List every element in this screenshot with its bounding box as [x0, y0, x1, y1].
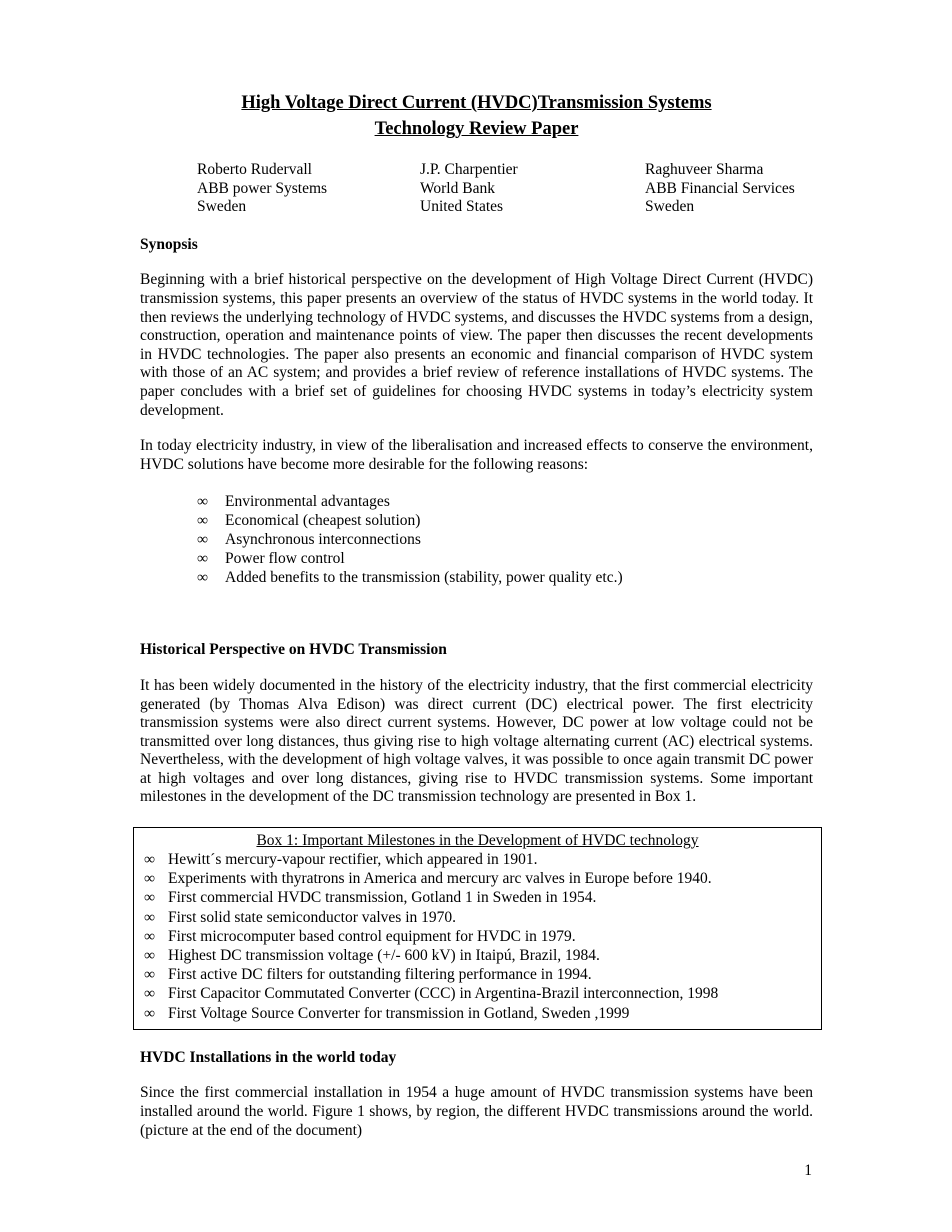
paper-title	[140, 90, 813, 142]
list-item-text: Experiments with thyratrons in America and mercury arc valves in Europe before 1940.	[168, 870, 712, 888]
list-item	[144, 908, 811, 927]
list-item-text: Highest DC transmission voltage (+/- 600 kV) in Itaipú, Brazil, 1984.	[168, 947, 600, 965]
infinity-bullet-icon: ∞	[144, 947, 156, 965]
list-item-text: First microcomputer based control equipment for HVDC in 1979.	[168, 927, 576, 945]
author-block	[197, 161, 813, 217]
infinity-bullet-icon: ∞	[144, 985, 156, 1003]
list-item	[144, 1004, 811, 1023]
author-column	[420, 161, 645, 217]
box1-milestones	[133, 827, 822, 1030]
list-item-text: First commercial HVDC transmission, Gotland 1 in Sweden in 1954.	[168, 889, 597, 907]
paper-title-line-2: Technology Review Paper	[374, 119, 579, 139]
list-item-text: Hewitt´s mercury-vapour rectifier, which appeared in 1901.	[168, 851, 538, 869]
paper-title-line-1: High Voltage Direct Current (HVDC)Transmission Systems	[241, 93, 712, 113]
author-affiliation: World Bank	[420, 179, 495, 197]
infinity-bullet-icon: ∞	[144, 1004, 156, 1022]
infinity-bullet-icon: ∞	[144, 966, 156, 984]
list-item-text: Environmental advantages	[225, 493, 390, 511]
infinity-bullet-icon: ∞	[144, 908, 156, 926]
list-item-text: First Capacitor Commutated Converter (CCC) in Argentina-Brazil interconnection, 1998	[168, 985, 719, 1003]
list-item	[197, 568, 813, 587]
box1-title: Box 1: Important Milestones in the Development of HVDC technology	[256, 832, 699, 850]
list-item-text: First active DC filters for outstanding filtering performance in 1994.	[168, 966, 592, 984]
infinity-bullet-icon: ∞	[144, 870, 156, 888]
list-item-text: Asynchronous interconnections	[225, 531, 421, 549]
author-name: Raghuveer Sharma	[645, 161, 764, 178]
list-item	[197, 549, 813, 568]
historical-paragraph: It has been widely documented in the history of the electricity industry, that the first commercial electricity generated (by Thomas Alva Edison) was direct current (DC) electrical power. The first electricity transmission systems were also direct current systems. However, DC power at low voltage could not be transmitted over long distances, thus giving rise to high voltage alternating current (AC) electrical systems. Nevertheless, with the development of high voltage valves, it was possible to once again transmit DC power at high voltages and over long distances, giving rise to HVDC transmission systems. Some important milestones in the development of the DC transmission technology are presented in Box 1.	[140, 676, 813, 806]
list-item	[144, 965, 811, 984]
list-item	[144, 888, 811, 907]
infinity-bullet-icon: ∞	[197, 531, 209, 549]
list-item	[197, 511, 813, 530]
list-item-text: Economical (cheapest solution)	[225, 512, 421, 530]
author-affiliation: ABB Financial Services	[645, 179, 795, 197]
synopsis-paragraph-1: Beginning with a brief historical perspective on the development of High Voltage Direct Current (HVDC) transmission systems, this paper presents an overview of the status of HVDC systems in the world today. It then reviews the underlying technology of HVDC systems, and discusses the HVDC systems from a design, construction, operation and maintenance points of view. The paper then discusses the recent developments in HVDC technologies. The paper also presents an economic and financial comparison of HVDC system with those of an AC system; and provides a brief review of reference installations of HVDC systems. The paper concludes with a brief set of guidelines for choosing HVDC systems in today’s electricity system development.	[140, 271, 813, 419]
author-name: Roberto Rudervall	[197, 161, 312, 178]
infinity-bullet-icon: ∞	[197, 550, 209, 568]
list-item-text: First Voltage Source Converter for transmission in Gotland, Sweden ,1999	[168, 1004, 630, 1022]
author-name: J.P. Charpentier	[420, 161, 518, 178]
installations-paragraph: Since the first commercial installation in 1954 a huge amount of HVDC transmission systems have been installed around the world. Figure 1 shows, by region, the different HVDC transmissions around the world. (picture at the end of the document)	[140, 1084, 813, 1139]
reasons-list	[197, 492, 813, 587]
list-item-text: First solid state semiconductor valves in 1970.	[168, 908, 457, 926]
list-item	[144, 850, 811, 869]
list-item	[144, 869, 811, 888]
synopsis-paragraph-2: In today electricity industry, in view of the liberalisation and increased effects to conserve the environment, HVDC solutions have become more desirable for the following reasons:	[140, 437, 813, 473]
infinity-bullet-icon: ∞	[144, 851, 156, 869]
author-country: Sweden	[645, 198, 695, 216]
list-item-text: Power flow control	[225, 550, 345, 568]
list-item	[144, 984, 811, 1003]
installations-heading: HVDC Installations in the world today	[140, 1048, 397, 1066]
infinity-bullet-icon: ∞	[144, 927, 156, 945]
author-column	[197, 161, 420, 217]
infinity-bullet-icon: ∞	[197, 512, 209, 530]
list-item-text: Added benefits to the transmission (stability, power quality etc.)	[225, 569, 623, 587]
author-affiliation: ABB power Systems	[197, 179, 328, 197]
vertical-spacer	[140, 587, 813, 622]
list-item	[197, 530, 813, 549]
historical-heading: Historical Perspective on HVDC Transmission	[140, 641, 447, 659]
infinity-bullet-icon: ∞	[197, 493, 209, 511]
author-column	[645, 161, 813, 217]
list-item	[144, 927, 811, 946]
infinity-bullet-icon: ∞	[144, 889, 156, 907]
author-country: United States	[420, 198, 504, 216]
synopsis-heading: Synopsis	[140, 235, 198, 253]
list-item	[144, 946, 811, 965]
page-number: 1	[804, 1162, 812, 1179]
infinity-bullet-icon: ∞	[197, 569, 209, 587]
list-item	[197, 492, 813, 511]
author-country: Sweden	[197, 198, 247, 216]
